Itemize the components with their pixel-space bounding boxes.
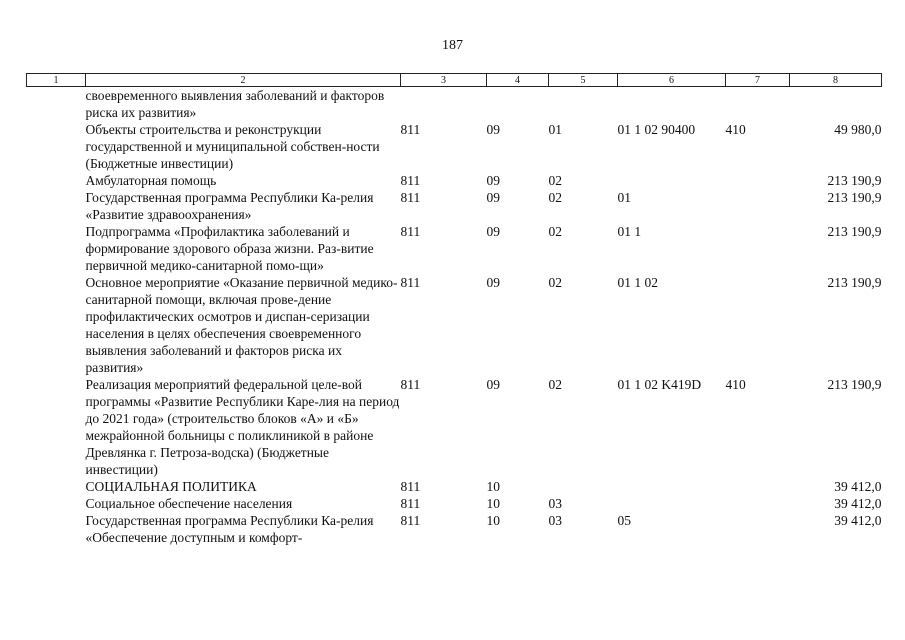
row-sum: 213 190,9 <box>827 190 882 205</box>
row-csr: 01 <box>617 190 631 205</box>
table-row <box>27 478 882 495</box>
row-rz: 09 <box>486 190 500 205</box>
row-pr: 02 <box>548 224 562 239</box>
row-kvsr: 811 <box>400 275 421 290</box>
row-kvsr: 811 <box>400 190 421 205</box>
row-sum: 39 412,0 <box>834 496 882 511</box>
row-pr: 02 <box>548 173 562 188</box>
row-kvsr: 811 <box>400 173 421 188</box>
header-col-1: 1 <box>27 74 86 87</box>
table-row <box>27 172 882 189</box>
row-rz: 09 <box>486 224 500 239</box>
row-rz: 09 <box>486 275 500 290</box>
row-kvsr <box>401 87 487 122</box>
row-rz: 10 <box>486 479 500 494</box>
row-rz: 09 <box>486 377 500 392</box>
header-col-2: 2 <box>86 74 401 87</box>
row-name: Социальное обеспечение населения <box>85 496 293 511</box>
row-name: Объекты строительства и реконструкции государственной и муниципальной собствен-ности (Бюджетные инвестиции) <box>85 122 380 171</box>
row-vr <box>726 274 790 376</box>
row-rz: 09 <box>486 173 500 188</box>
header-col-3: 3 <box>401 74 487 87</box>
row-kvsr: 811 <box>400 513 421 528</box>
row-kvsr: 811 <box>400 479 421 494</box>
row-csr <box>618 495 726 512</box>
row-rz: 10 <box>486 496 500 511</box>
row-csr <box>618 172 726 189</box>
row-sum: 213 190,9 <box>827 275 882 290</box>
row-rz <box>487 87 549 122</box>
row-pr: 02 <box>548 275 562 290</box>
row-name: СОЦИАЛЬНАЯ ПОЛИТИКА <box>85 479 257 494</box>
row-vr <box>726 223 790 274</box>
row-name: Реализация мероприятий федеральной целе-вой программы «Развитие Республики Каре-лия на период до 2021 года» (строительство блоков «А» и «Б» межрайонной больницы с поликлиникой в районе Древлянка г. Петроза-водска) (Бюджетные инвестиции) <box>85 377 400 477</box>
row-vr <box>726 512 790 546</box>
row-vr: 410 <box>725 377 746 392</box>
header-row <box>27 74 882 87</box>
row-pr <box>549 478 618 495</box>
row-name: Основное мероприятие «Оказание первичной медико-санитарной помощи, включая прове-дение профилактических осмотров и диспан-серизации населения в целях обеспечения своевременного выявления заболеваний и факторов риска их развития» <box>85 275 398 375</box>
row-sum: 39 412,0 <box>834 479 882 494</box>
table-row <box>27 274 882 376</box>
row-kvsr: 811 <box>400 377 421 392</box>
row-kvsr: 811 <box>400 496 421 511</box>
table-row <box>27 495 882 512</box>
row-vr <box>726 189 790 223</box>
row-name: Государственная программа Республики Ка-релия «Развитие здравоохранения» <box>85 190 374 222</box>
table-row <box>27 87 882 122</box>
row-name: Подпрограмма «Профилактика заболеваний и формирование здорового образа жизни. Раз-витие первичной медико-санитарной помо-щи» <box>85 224 374 273</box>
header-col-7: 7 <box>726 74 790 87</box>
row-csr: 01 1 02 <box>617 275 658 290</box>
row-kvsr: 811 <box>400 224 421 239</box>
header-col-8: 8 <box>790 74 882 87</box>
header-col-6: 6 <box>618 74 726 87</box>
row-name: Государственная программа Республики Ка-релия «Обеспечение доступным и комфорт- <box>85 513 374 545</box>
budget-table <box>26 73 882 546</box>
row-sum <box>790 87 882 122</box>
table-row <box>27 376 882 478</box>
row-vr <box>726 87 790 122</box>
row-sum: 213 190,9 <box>827 377 882 392</box>
row-kvsr: 811 <box>400 122 421 137</box>
row-sum: 213 190,9 <box>827 224 882 239</box>
row-vr <box>726 495 790 512</box>
row-csr: 01 1 <box>617 224 642 239</box>
row-csr: 05 <box>617 513 631 528</box>
table-row <box>27 121 882 172</box>
page-number: 187 <box>442 38 463 53</box>
row-pr: 02 <box>548 190 562 205</box>
row-csr <box>618 87 726 122</box>
row-name: своевременного выявления заболеваний и факторов риска их развития» <box>85 88 385 120</box>
table-row <box>27 223 882 274</box>
row-vr: 410 <box>725 122 746 137</box>
row-csr <box>618 478 726 495</box>
row-pr <box>549 87 618 122</box>
row-sum: 213 190,9 <box>827 173 882 188</box>
row-rz: 10 <box>486 513 500 528</box>
row-vr <box>726 478 790 495</box>
table-row <box>27 512 882 546</box>
row-rz: 09 <box>486 122 500 137</box>
row-sum: 39 412,0 <box>834 513 882 528</box>
row-csr: 01 1 02 90400 <box>617 122 696 137</box>
row-csr: 01 1 02 K419D <box>617 377 702 392</box>
header-col-5: 5 <box>549 74 618 87</box>
row-pr: 03 <box>548 496 562 511</box>
row-vr <box>726 172 790 189</box>
row-pr: 02 <box>548 377 562 392</box>
header-col-4: 4 <box>487 74 549 87</box>
row-pr: 01 <box>548 122 562 137</box>
row-pr: 03 <box>548 513 562 528</box>
row-sum: 49 980,0 <box>834 122 882 137</box>
row-name: Амбулаторная помощь <box>85 173 217 188</box>
table-row <box>27 189 882 223</box>
